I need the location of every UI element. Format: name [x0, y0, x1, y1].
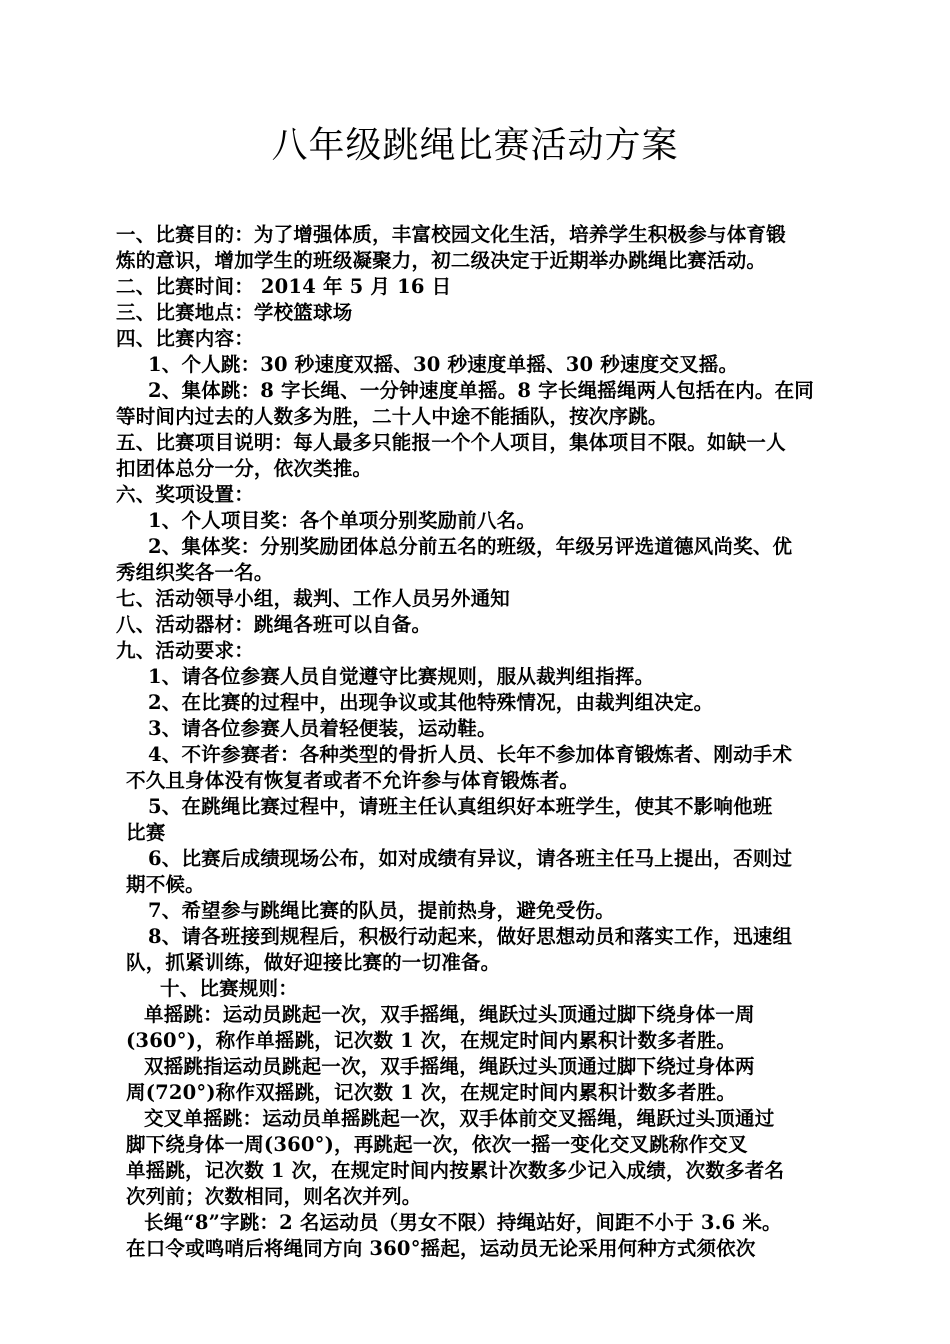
text-line: 四、比赛内容：: [116, 327, 254, 350]
text-line: 1、个人项目奖：各个单项分别奖励前八名。: [148, 509, 537, 532]
text-line: 队，抓紧训练，做好迎接比赛的一切准备。: [126, 951, 501, 974]
text-line: 2、集体跳：8 字长绳、一分钟速度单摇。8 字长绳摇绳两人包括在内。在同: [148, 379, 814, 402]
text-line: 5、在跳绳比赛过程中，请班主任认真组织好本班学生，使其不影响他班: [148, 795, 773, 818]
text-line: 周(720°)称作双摇跳，记次数 1 次，在规定时间内累积计数多者胜。: [126, 1081, 737, 1104]
text-line: 扣团体总分一分，依次类推。: [116, 457, 373, 480]
text-line: 2、在比赛的过程中，出现争议或其他特殊情况，由裁判组决定。: [148, 691, 714, 714]
text-line: 炼的意识，增加学生的班级凝聚力，初二级决定于近期举办跳绳比赛活动。: [116, 249, 767, 272]
text-line: 8、请各班接到规程后，积极行动起来，做好思想动员和落实工作，迅速组: [148, 925, 793, 948]
text-line: 六、奖项设置：: [116, 483, 254, 506]
text-line: 2、集体奖：分别奖励团体总分前五名的班级，年级另评选道德风尚奖、优: [148, 535, 793, 558]
text-line: 三、比赛地点：学校篮球场: [116, 301, 353, 324]
text-line: 在口令或鸣哨后将绳同方向 360°摇起，运动员无论采用何种方式须依次: [126, 1237, 756, 1260]
text-line: 等时间内过去的人数多为胜，二十人中途不能插队，按次序跳。: [116, 405, 668, 428]
text-line: 秀组织奖各一名。: [116, 561, 274, 584]
text-line: 十、比赛规则：: [160, 977, 298, 1000]
text-line: 二、比赛时间： 2014 年 5 月 16 日: [116, 275, 452, 298]
text-line: 长绳“8”字跳：2 名运动员（男女不限）持绳站好，间距不小于 3.6 米。: [144, 1211, 782, 1234]
text-line: 五、比赛项目说明：每人最多只能报一个个人项目，集体项目不限。如缺一人: [116, 431, 786, 454]
text-line: 比赛: [126, 821, 166, 844]
text-line: 7、希望参与跳绳比赛的队员，提前热身，避免受伤。: [148, 899, 615, 922]
text-line: 1、请各位参赛人员自觉遵守比赛规则，服从裁判组指挥。: [148, 665, 655, 688]
text-line: 交叉单摇跳：运动员单摇跳起一次，双手体前交叉摇绳，绳跃过头顶通过: [144, 1107, 775, 1130]
text-line: 期不候。: [126, 873, 205, 896]
text-line: 6、比赛后成绩现场公布，如对成绩有异议，请各班主任马上提出，否则过: [148, 847, 793, 870]
text-line: 3、请各位参赛人员着轻便装，运动鞋。: [148, 717, 497, 740]
text-line: 脚下绕身体一周(360°)，再跳起一次，依次一摇一变化交叉跳称作交叉: [126, 1133, 748, 1156]
text-line: 八、活动器材：跳绳各班可以自备。: [116, 613, 432, 636]
text-line: 4、不许参赛者：各种类型的骨折人员、长年不参加体育锻炼者、刚动手术: [148, 743, 793, 766]
text-line: 1、个人跳：30 秒速度双摇、30 秒速度单摇、30 秒速度交叉摇。: [148, 353, 739, 376]
document-title: 八年级跳绳比赛活动方案: [271, 125, 679, 166]
text-line: 双摇跳指运动员跳起一次，双手摇绳，绳跃过头顶通过脚下绕过身体两: [144, 1055, 755, 1078]
text-line: (360°)，称作单摇跳，记次数 1 次，在规定时间内累积计数多者胜。: [126, 1029, 737, 1052]
text-line: 一、比赛目的：为了增强体质，丰富校园文化生活，培养学生积极参与体育锻: [116, 223, 786, 246]
text-line: 单摇跳：运动员跳起一次，双手摇绳，绳跃过头顶通过脚下绕身体一周: [144, 1003, 755, 1026]
text-line: 次列前；次数相同，则名次并列。: [126, 1185, 422, 1208]
text-line: 七、活动领导小组，裁判、工作人员另外通知: [116, 587, 511, 610]
text-line: 单摇跳，记次数 1 次，在规定时间内按累计次数多少记入成绩，次数多者名: [126, 1159, 785, 1182]
text-line: 九、活动要求：: [116, 639, 254, 662]
text-line: 不久且身体没有恢复者或者不允许参与体育锻炼者。: [126, 769, 580, 792]
